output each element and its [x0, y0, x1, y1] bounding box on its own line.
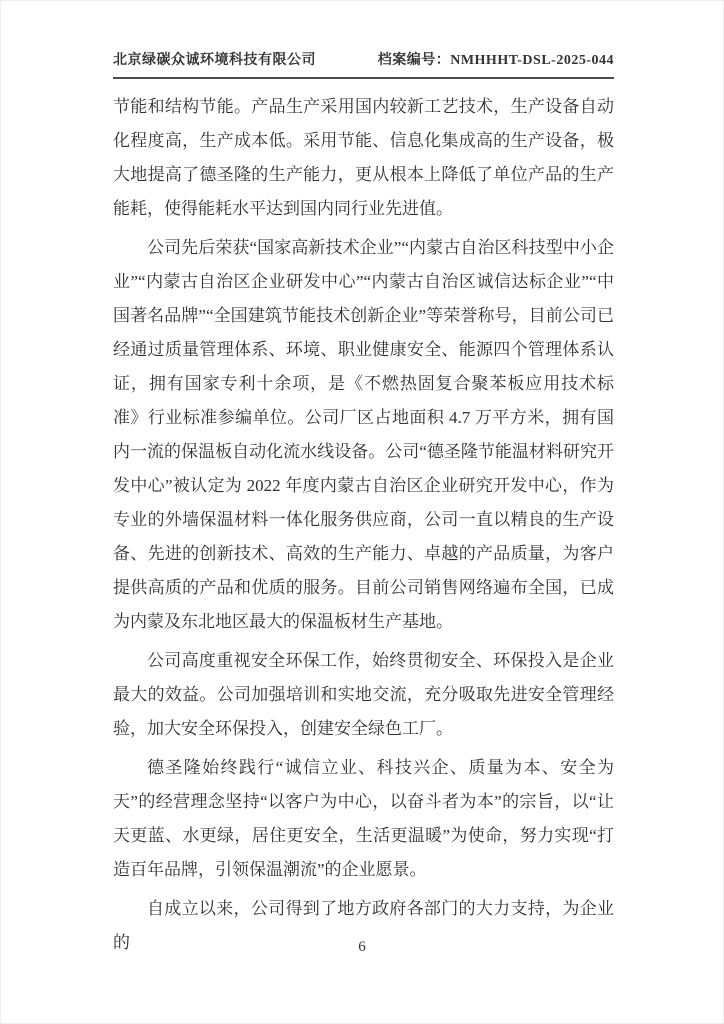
doc-number	[378, 51, 614, 71]
company-name: 北京绿碳众诚环境科技有限公司	[113, 53, 316, 68]
paragraph: 公司先后荣获“国家高新技术企业”“内蒙古自治区科技型中小企业”“内蒙古自治区企业研发中心”“内蒙古自治区诚信达标企业”“中国著名品牌”“全国建筑节能技术创新企业”等荣誉称号，目前公司已经通过质量管理体系、环境、职业健康安全、能源四个管理体系认证，拥有国家专利十余项，是《不燃热固复合聚苯板应用技术标准》行业标准参编单位。公司厂区占地面积 4.7 万平方米，拥有国内一流的保温板自动化流水线设备。公司“德圣隆节能温材料研究开发中心”被认定为 2022 年度内蒙古自治区企业研究开发中心，作为专业的外墙保温材料一体化服务供应商，公司一直以精良的生产设备、先进的创新技术、高效的生产能力、卓越的产品质量，为客户提供高质的产品和优质的服务。目前公司销售网络遍布全国，已成为内蒙及东北地区最大的保温板材生产基地。	[113, 238, 614, 631]
paragraph: 节能和结构节能。产品生产采用国内较新工艺技术，生产设备自动化程度高，生产成本低。采用节能、信息化集成高的生产设备，极大地提高了德圣隆的生产能力，更从根本上降低了单位产品的生产能耗，使得能耗水平达到国内同行业先进值。	[113, 97, 614, 218]
document-body	[113, 90, 614, 960]
paragraph: 公司高度重视安全环保工作，始终贯彻安全、环保投入是企业最大的效益。公司加强培训和实地交流，充分吸取先进安全管理经验，加大安全环保投入，创建安全绿色工厂。	[113, 651, 614, 738]
page-content	[113, 51, 614, 960]
page-header	[113, 51, 614, 79]
paragraph: 自成立以来，公司得到了地方政府各部门的大力支持，为企业的	[113, 899, 614, 952]
doc-number-value: NMHHHT-DSL-2025-044	[450, 53, 614, 68]
page-number: 6	[358, 939, 366, 955]
doc-number-label: 档案编号：	[377, 53, 451, 68]
paragraph: 德圣隆始终践行“诚信立业、科技兴企、质量为本、安全为天”的经营理念坚持“以客户为中心，以奋斗者为本”的宗旨，以“让天更蓝、水更绿，居住更安全，生活更温暖”为使命，努力实现“打造百年品牌，引领保温潮流”的企业愿景。	[113, 758, 614, 879]
